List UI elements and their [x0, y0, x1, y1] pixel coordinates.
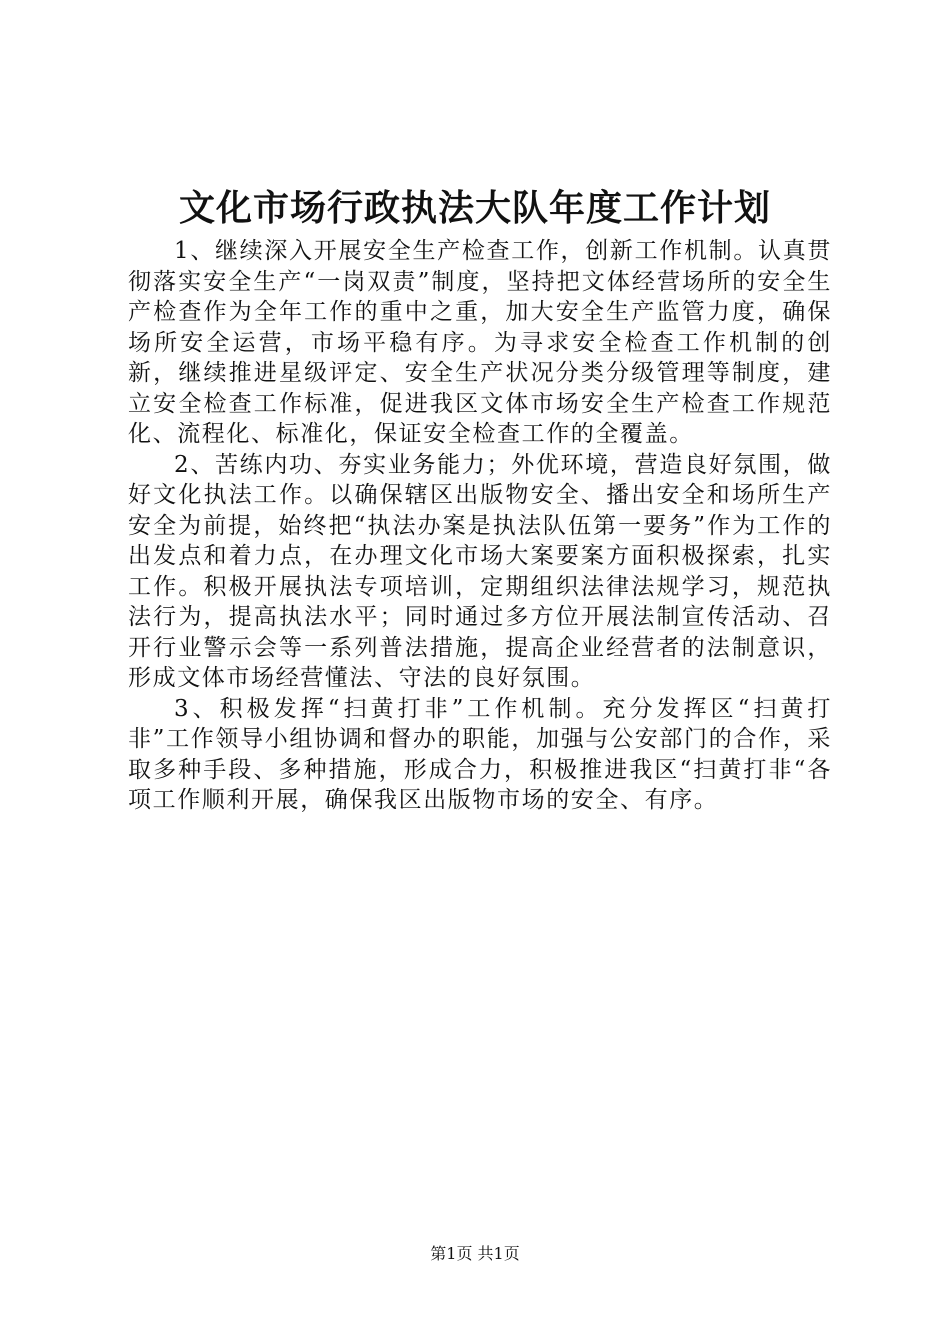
document-body [128, 236, 832, 816]
paragraph-2: 2、苦练内功、夯实业务能力；外优环境，营造良好氛围，做好文化执法工作。以确保辖区出版物安全、播出安全和场所生产安全为前提，始终把“执法办案是执法队伍第一要务”作为工作的出发点和着力点，在办理文化市场大案要案方面积极探索，扎实工作。积极开展执法专项培训，定期组织法律法规学习，规范执法行为，提高执法水平；同时通过多方位开展法制宣传活动、召开行业警示会等一系列普法措施，提高企业经营者的法制意识，形成文体市场经营懂法、守法的良好氛围。 [128, 451, 832, 691]
page-footer: 第1页 共1页 [430, 1244, 520, 1263]
paragraph-3: 3、积极发挥“扫黄打非”工作机制。充分发挥区“扫黄打非”工作领导小组协调和督办的职能，加强与公安部门的合作，采取多种手段、多种措施，形成合力，积极推进我区“扫黄打非“各项工作顺利开展，确保我区出版物市场的安全、有序。 [128, 695, 832, 813]
paragraph-1: 1、继续深入开展安全生产检查工作，创新工作机制。认真贯彻落实安全生产“一岗双责”制度，坚持把文体经营场所的安全生产检查作为全年工作的重中之重，加大安全生产监管力度，确保场所安全运营，市场平稳有序。为寻求安全检查工作机制的创新，继续推进星级评定、安全生产状况分类分级管理等制度，建立安全检查工作标准，促进我区文体市场安全生产检查工作规范化、流程化、标准化，保证安全检查工作的全覆盖。 [128, 238, 832, 447]
document-title: 文化市场行政执法大队年度工作计划 [178, 187, 771, 229]
